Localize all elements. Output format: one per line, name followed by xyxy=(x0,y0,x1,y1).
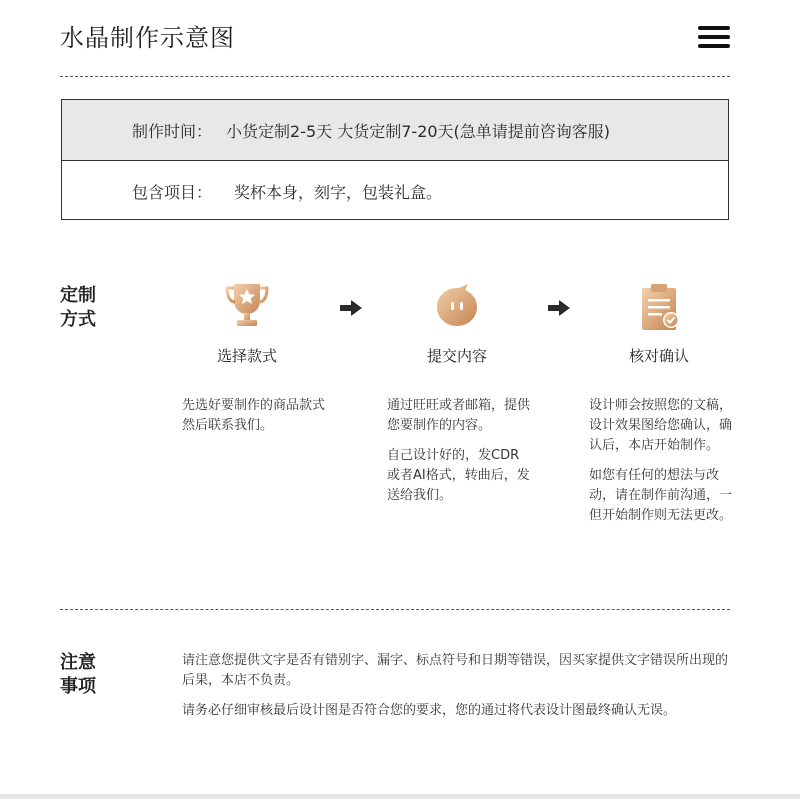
divider xyxy=(60,609,730,610)
time-value: 小货定制2-5天 大货定制7-20天(急单请提前咨询客服) xyxy=(226,121,611,141)
hamburger-menu-icon[interactable] xyxy=(698,26,730,48)
chat-bubble-icon xyxy=(432,282,482,332)
info-table xyxy=(61,99,729,220)
step-text-select-style xyxy=(182,396,327,446)
notes-heading-line2: 事项 xyxy=(60,676,96,697)
right-arrow-icon xyxy=(548,300,570,316)
note-paragraph-1: 请注意您提供文字是否有错别字、漏字、标点符号和日期等错误，因买家提供文字错误所出现的后果，本店不负责。 xyxy=(182,653,729,688)
step-title-confirm: 核对确认 xyxy=(628,347,689,365)
step-3-paragraph-2: 如您有任何的想法与改动，请在制作前沟通，一但开始制作则无法更改。 xyxy=(589,468,733,523)
bottom-bar xyxy=(0,794,800,799)
time-label: 制作时间： xyxy=(132,121,213,141)
step-3-paragraph-1: 设计师会按照您的文稿，设计效果图给您确认，确认后，本店开始制作。 xyxy=(589,398,733,453)
notes-heading xyxy=(60,651,110,699)
process-heading-line2: 方式 xyxy=(60,309,96,330)
right-arrow-icon xyxy=(340,300,362,316)
info-row-items xyxy=(62,161,728,221)
items-label: 包含项目： xyxy=(132,182,213,202)
notes-heading-line1: 注意 xyxy=(60,652,96,673)
items-value: 奖杯本身，刻字，包装礼盒。 xyxy=(234,182,443,202)
clipboard-check-icon xyxy=(636,282,686,332)
step-title-select-style: 选择款式 xyxy=(216,347,277,365)
notes-text xyxy=(182,651,737,731)
process-heading xyxy=(60,284,110,332)
note-paragraph-2: 请务必仔细审核最后设计图是否符合您的要求，您的通过将代表设计图最终确认无误。 xyxy=(182,703,677,718)
step-title-submit-content: 提交内容 xyxy=(426,347,487,365)
process-heading-line1: 定制 xyxy=(60,285,96,306)
divider xyxy=(60,76,730,77)
trophy-icon xyxy=(222,280,272,330)
step-2-paragraph-2: 自己设计好的，发CDR或者AI格式，转曲后，发送给我们。 xyxy=(387,448,530,503)
page-title: 水晶制作示意图 xyxy=(60,24,235,52)
step-text-confirm xyxy=(589,396,734,536)
step-2-paragraph-1: 通过旺旺或者邮箱，提供您要制作的内容。 xyxy=(387,398,531,433)
step-text-submit-content xyxy=(387,396,532,516)
step-1-paragraph: 先选好要制作的商品款式然后联系我们。 xyxy=(182,398,326,433)
info-row-time xyxy=(62,100,728,161)
